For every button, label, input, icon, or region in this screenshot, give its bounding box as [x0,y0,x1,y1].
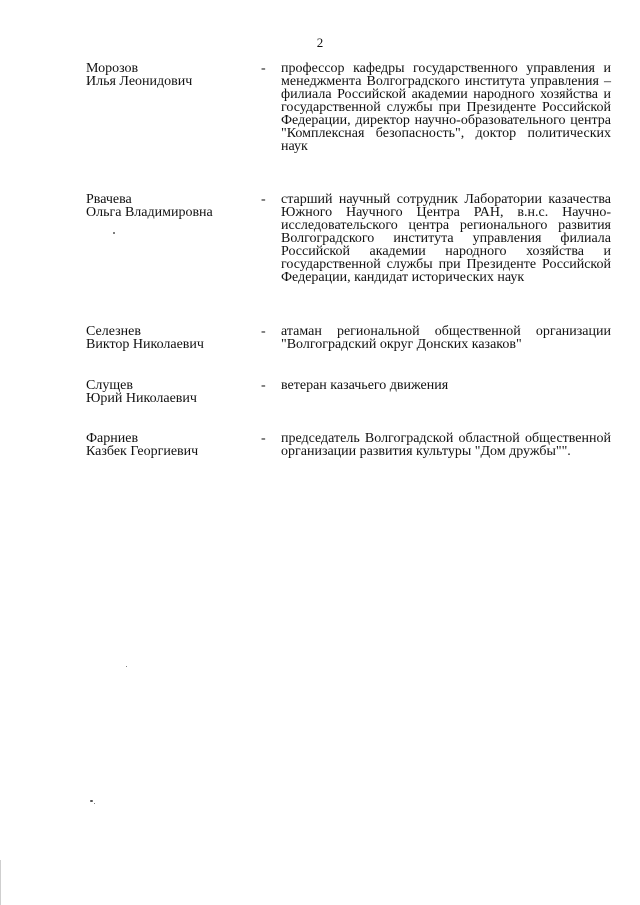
member-given-names: Ольга Владимировна [86,205,213,220]
member-name [86,325,261,351]
scan-speck [90,800,93,802]
member-description: атаман региональной общественной организации "Волгоградский округ Донских казаков" [281,324,611,352]
member-list [0,62,640,458]
member-entry [0,432,640,458]
member-surname: Морозов [86,61,139,76]
member-given-names: Виктор Николаевич [86,337,204,352]
page-number: 2 [316,35,324,50]
member-entry [0,193,640,284]
member-surname: Селезнев [86,324,141,339]
member-name [86,379,261,405]
entry-dash: - [261,324,266,339]
member-entry [0,379,640,405]
member-entry [0,62,640,153]
member-description: ветеран казачьего движения [281,378,449,393]
member-name [86,432,261,458]
scan-edge-line [0,860,1,905]
member-description: профессор кафедры государственного управления и менеджмента Волгоградского института управления – филиала Российской академии народного хозяйства и государственной службы при Президенте Российской Федерации, директор научно-образовательного центра "Комплексная безопасность", доктор политических наук [281,61,611,154]
entry-dash: - [261,378,266,393]
member-given-names: Илья Леонидович [86,74,193,89]
member-name [86,193,261,219]
entry-dash: - [261,61,266,76]
scan-speck [94,803,95,804]
scan-speck [113,232,115,234]
member-description: старший научный сотрудник Лаборатории казачества Южного Научного Центра РАН, в.н.с. Научно-исследовательского центра регионального развития Волгоградского института управления филиала Российской академии народного хозяйства и государственной службы при Президенте Российской Федерации, кандидат исторических наук [281,192,611,285]
member-surname: Рвачева [86,192,132,207]
member-given-names: Юрий Николаевич [86,391,197,406]
member-name [86,62,261,88]
member-surname: Слущев [86,378,133,393]
entry-dash: - [261,192,266,207]
entry-dash: - [261,431,266,446]
member-surname: Фарниев [86,431,139,446]
member-given-names: Казбек Георгиевич [86,444,199,459]
member-entry [0,325,640,351]
member-description: председатель Волгоградской областной общественной организации развития культуры "Дом дружбы"". [281,431,611,459]
scan-speck [126,666,127,667]
